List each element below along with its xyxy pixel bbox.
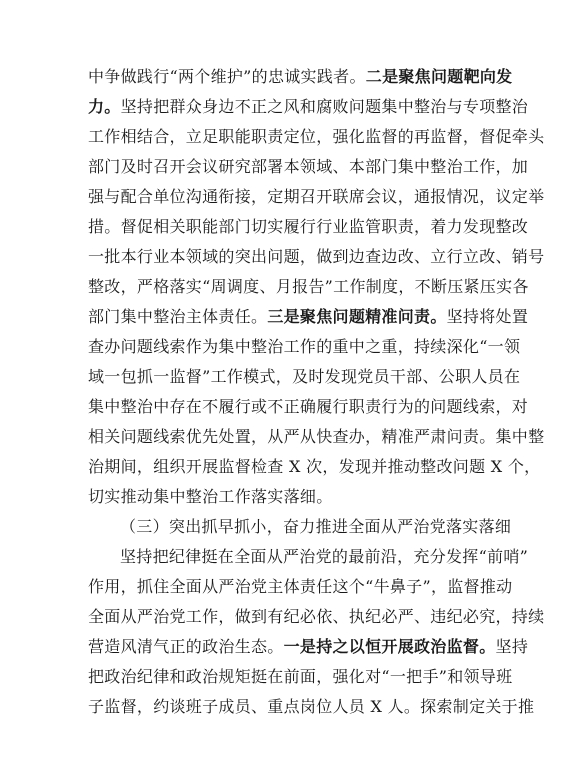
text-run: 三是聚焦问题精准问责。 bbox=[267, 307, 447, 326]
text-run: 切实推动集中整治工作落实落细。 bbox=[88, 487, 333, 506]
text-run: 坚持把群众身边不正之风和腐败问题集中整治与专项整治 bbox=[120, 97, 529, 116]
text-run: 部门及时召开会议研究部署本领域、本部门集中整治工作，加 bbox=[88, 157, 529, 176]
text-run: 坚持将处置 bbox=[446, 307, 529, 326]
text-line bbox=[88, 302, 529, 332]
text-line bbox=[88, 422, 545, 452]
text-run: 查办问题线索作为集中整治工作的重中之重，持续深化“一领 bbox=[88, 337, 521, 356]
text-line bbox=[88, 392, 529, 422]
text-line bbox=[88, 242, 545, 272]
text-run: 部门集中整治主体责任。 bbox=[88, 307, 268, 326]
text-run: 一是持之以恒开展政治监督。 bbox=[283, 637, 496, 656]
paragraph-1 bbox=[88, 62, 545, 512]
text-run: 营造风清气正的政治生态。 bbox=[88, 637, 284, 656]
text-line bbox=[88, 152, 529, 182]
text-run: 整改，严格落实“周调度、月报告”工作制度，不断压紧压实各 bbox=[88, 277, 529, 296]
text-run: 力。 bbox=[88, 97, 121, 116]
text-run: 作用，抓住全面从严治党主体责任这个“牛鼻子”，监督推动 bbox=[88, 577, 513, 596]
text-run: 一批本行业本领域的突出问题，做到边查边改、立行立改、销号 bbox=[88, 247, 545, 266]
text-line bbox=[88, 632, 529, 662]
text-line bbox=[88, 572, 513, 602]
text-line bbox=[88, 692, 535, 722]
text-line bbox=[88, 542, 529, 572]
text-line bbox=[88, 482, 508, 512]
section-heading: （三）突出抓早抓小，奋力推进全面从严治党落实落细 bbox=[120, 517, 512, 536]
text-line bbox=[88, 212, 529, 242]
text-run: 二是聚焦问题靶向发 bbox=[365, 67, 513, 86]
text-line bbox=[88, 602, 545, 632]
text-run: 坚持 bbox=[495, 637, 529, 656]
text-line bbox=[88, 362, 521, 392]
text-line bbox=[88, 122, 545, 152]
text-run: 全面从严治党工作，做到有纪必依、执纪必严、违纪必究，持续 bbox=[88, 607, 545, 626]
text-line bbox=[88, 662, 513, 692]
text-run: 中争做践行“两个维护”的忠诚实践者。 bbox=[88, 67, 366, 86]
text-run: 相关问题线索优先处置，从严从快查办，精准严肃问责。集中整 bbox=[88, 427, 545, 446]
text-run: 治期间，组织开展监督检查 X 次，发现并推动整改问题 X 个， bbox=[88, 457, 541, 476]
text-run: 把政治纪律和政治规矩挺在前面，强化对“一把手”和领导班 bbox=[88, 667, 513, 686]
text-run: 坚持把纪律挺在全面从严治党的最前沿，充分发挥“前哨” bbox=[120, 547, 529, 566]
text-line bbox=[88, 272, 529, 302]
text-run: 子监督，约谈班子成员、重点岗位人员 X 人。探索制定关于推 bbox=[88, 697, 535, 716]
text-run: 集中整治中存在不履行或不正确履行职责行为的问题线索，对 bbox=[88, 397, 529, 416]
text-line bbox=[88, 332, 521, 362]
text-run: 措。督促相关职能部门切实履行行业监管职责，着力发现整改 bbox=[88, 217, 529, 236]
paragraph-2 bbox=[88, 542, 545, 722]
text-line bbox=[88, 182, 545, 212]
text-line bbox=[88, 92, 529, 122]
text-run: 工作相结合，立足职能职责定位，强化监督的再监督，督促牵头 bbox=[88, 127, 545, 146]
text-run: 强与配合单位沟通衔接，定期召开联席会议，通报情况，议定举 bbox=[88, 187, 545, 206]
text-line bbox=[88, 62, 513, 92]
text-line bbox=[88, 452, 541, 482]
text-run: 域一包抓一监督”工作模式，及时发现党员干部、公职人员在 bbox=[88, 367, 521, 386]
